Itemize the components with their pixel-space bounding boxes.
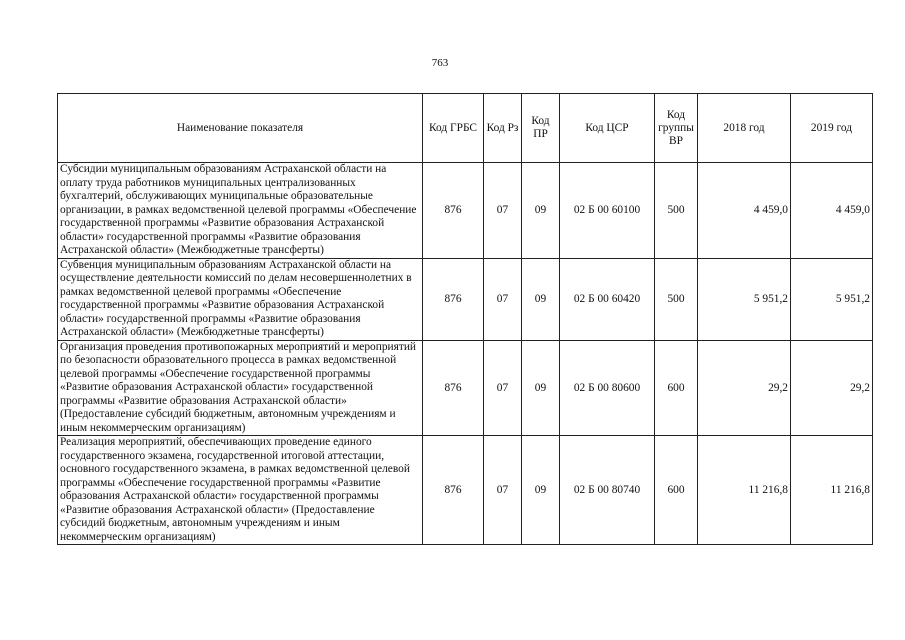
header-rz: Код Рз bbox=[484, 94, 522, 163]
header-pr: Код ПР bbox=[522, 94, 560, 163]
row-rz: 07 bbox=[484, 258, 522, 340]
row-2019: 29,2 bbox=[791, 340, 873, 436]
row-csr: 02 Б 00 80740 bbox=[560, 436, 655, 545]
row-grbs: 876 bbox=[423, 163, 484, 259]
row-pr: 09 bbox=[522, 163, 560, 259]
budget-table bbox=[57, 93, 873, 545]
row-grbs: 876 bbox=[423, 258, 484, 340]
table-header-row bbox=[58, 94, 873, 163]
header-vr: Код группы ВР bbox=[655, 94, 698, 163]
row-vr: 500 bbox=[655, 163, 698, 259]
row-vr: 600 bbox=[655, 436, 698, 545]
row-2018: 11 216,8 bbox=[698, 436, 791, 545]
header-2018: 2018 год bbox=[698, 94, 791, 163]
table-row bbox=[58, 258, 873, 340]
row-name: Организация проведения противопожарных мероприятий и мероприятий по безопасности образовательного процесса в рамках ведомственной целевой программы «Обеспечение государственной программы «Развитие образования Астраханской области» государственной программы «Развитие образования Астраханской области» (Предоставление субсидий бюджетным, автономным учреждениям и иным некоммерческим организациям) bbox=[58, 340, 423, 436]
header-2019: 2019 год bbox=[791, 94, 873, 163]
row-2019: 5 951,2 bbox=[791, 258, 873, 340]
row-rz: 07 bbox=[484, 340, 522, 436]
row-pr: 09 bbox=[522, 340, 560, 436]
page-number: 763 bbox=[431, 57, 449, 69]
row-2018: 5 951,2 bbox=[698, 258, 791, 340]
row-csr: 02 Б 00 60420 bbox=[560, 258, 655, 340]
row-csr: 02 Б 00 60100 bbox=[560, 163, 655, 259]
table-row bbox=[58, 340, 873, 436]
row-pr: 09 bbox=[522, 258, 560, 340]
row-pr: 09 bbox=[522, 436, 560, 545]
row-2019: 11 216,8 bbox=[791, 436, 873, 545]
header-name: Наименование показателя bbox=[58, 94, 423, 163]
row-rz: 07 bbox=[484, 436, 522, 545]
row-grbs: 876 bbox=[423, 340, 484, 436]
row-name: Реализация мероприятий, обеспечивающих проведение единого государственного экзамена, государственной итоговой аттестации, основного государственного экзамена, в рамках ведомственной целевой программы «Обеспечение государственной программы «Развитие образования Астраханской области» государственной программы «Развитие образования Астраханской области» (Предоставление субсидий бюджетным, автономным учреждениям и иным некоммерческим организациям) bbox=[58, 436, 423, 545]
row-2019: 4 459,0 bbox=[791, 163, 873, 259]
row-name: Субсидии муниципальным образованиям Астраханской области на оплату труда работников муниципальных централизованных бухгалтерий, обслуживающих муниципальные образовательные организации, в рамках ведомственной целевой программы «Обеспечение государственной программы «Развитие образования Астраханской области» государственной программы «Развитие образования Астраханской области» (Межбюджетные трансферты) bbox=[58, 163, 423, 259]
header-grbs: Код ГРБС bbox=[423, 94, 484, 163]
row-grbs: 876 bbox=[423, 436, 484, 545]
row-vr: 600 bbox=[655, 340, 698, 436]
header-csr: Код ЦСР bbox=[560, 94, 655, 163]
row-2018: 4 459,0 bbox=[698, 163, 791, 259]
row-2018: 29,2 bbox=[698, 340, 791, 436]
row-name: Субвенция муниципальным образованиям Астраханской области на осуществление деятельности комиссий по делам несовершеннолетних в рамках ведомственной целевой программы «Обеспечение государственной программы «Развитие образования Астраханской области» государственной программы «Развитие образования Астраханской области» (Межбюджетные трансферты) bbox=[58, 258, 423, 340]
row-csr: 02 Б 00 80600 bbox=[560, 340, 655, 436]
table-row bbox=[58, 436, 873, 545]
table-row bbox=[58, 163, 873, 259]
row-rz: 07 bbox=[484, 163, 522, 259]
row-vr: 500 bbox=[655, 258, 698, 340]
